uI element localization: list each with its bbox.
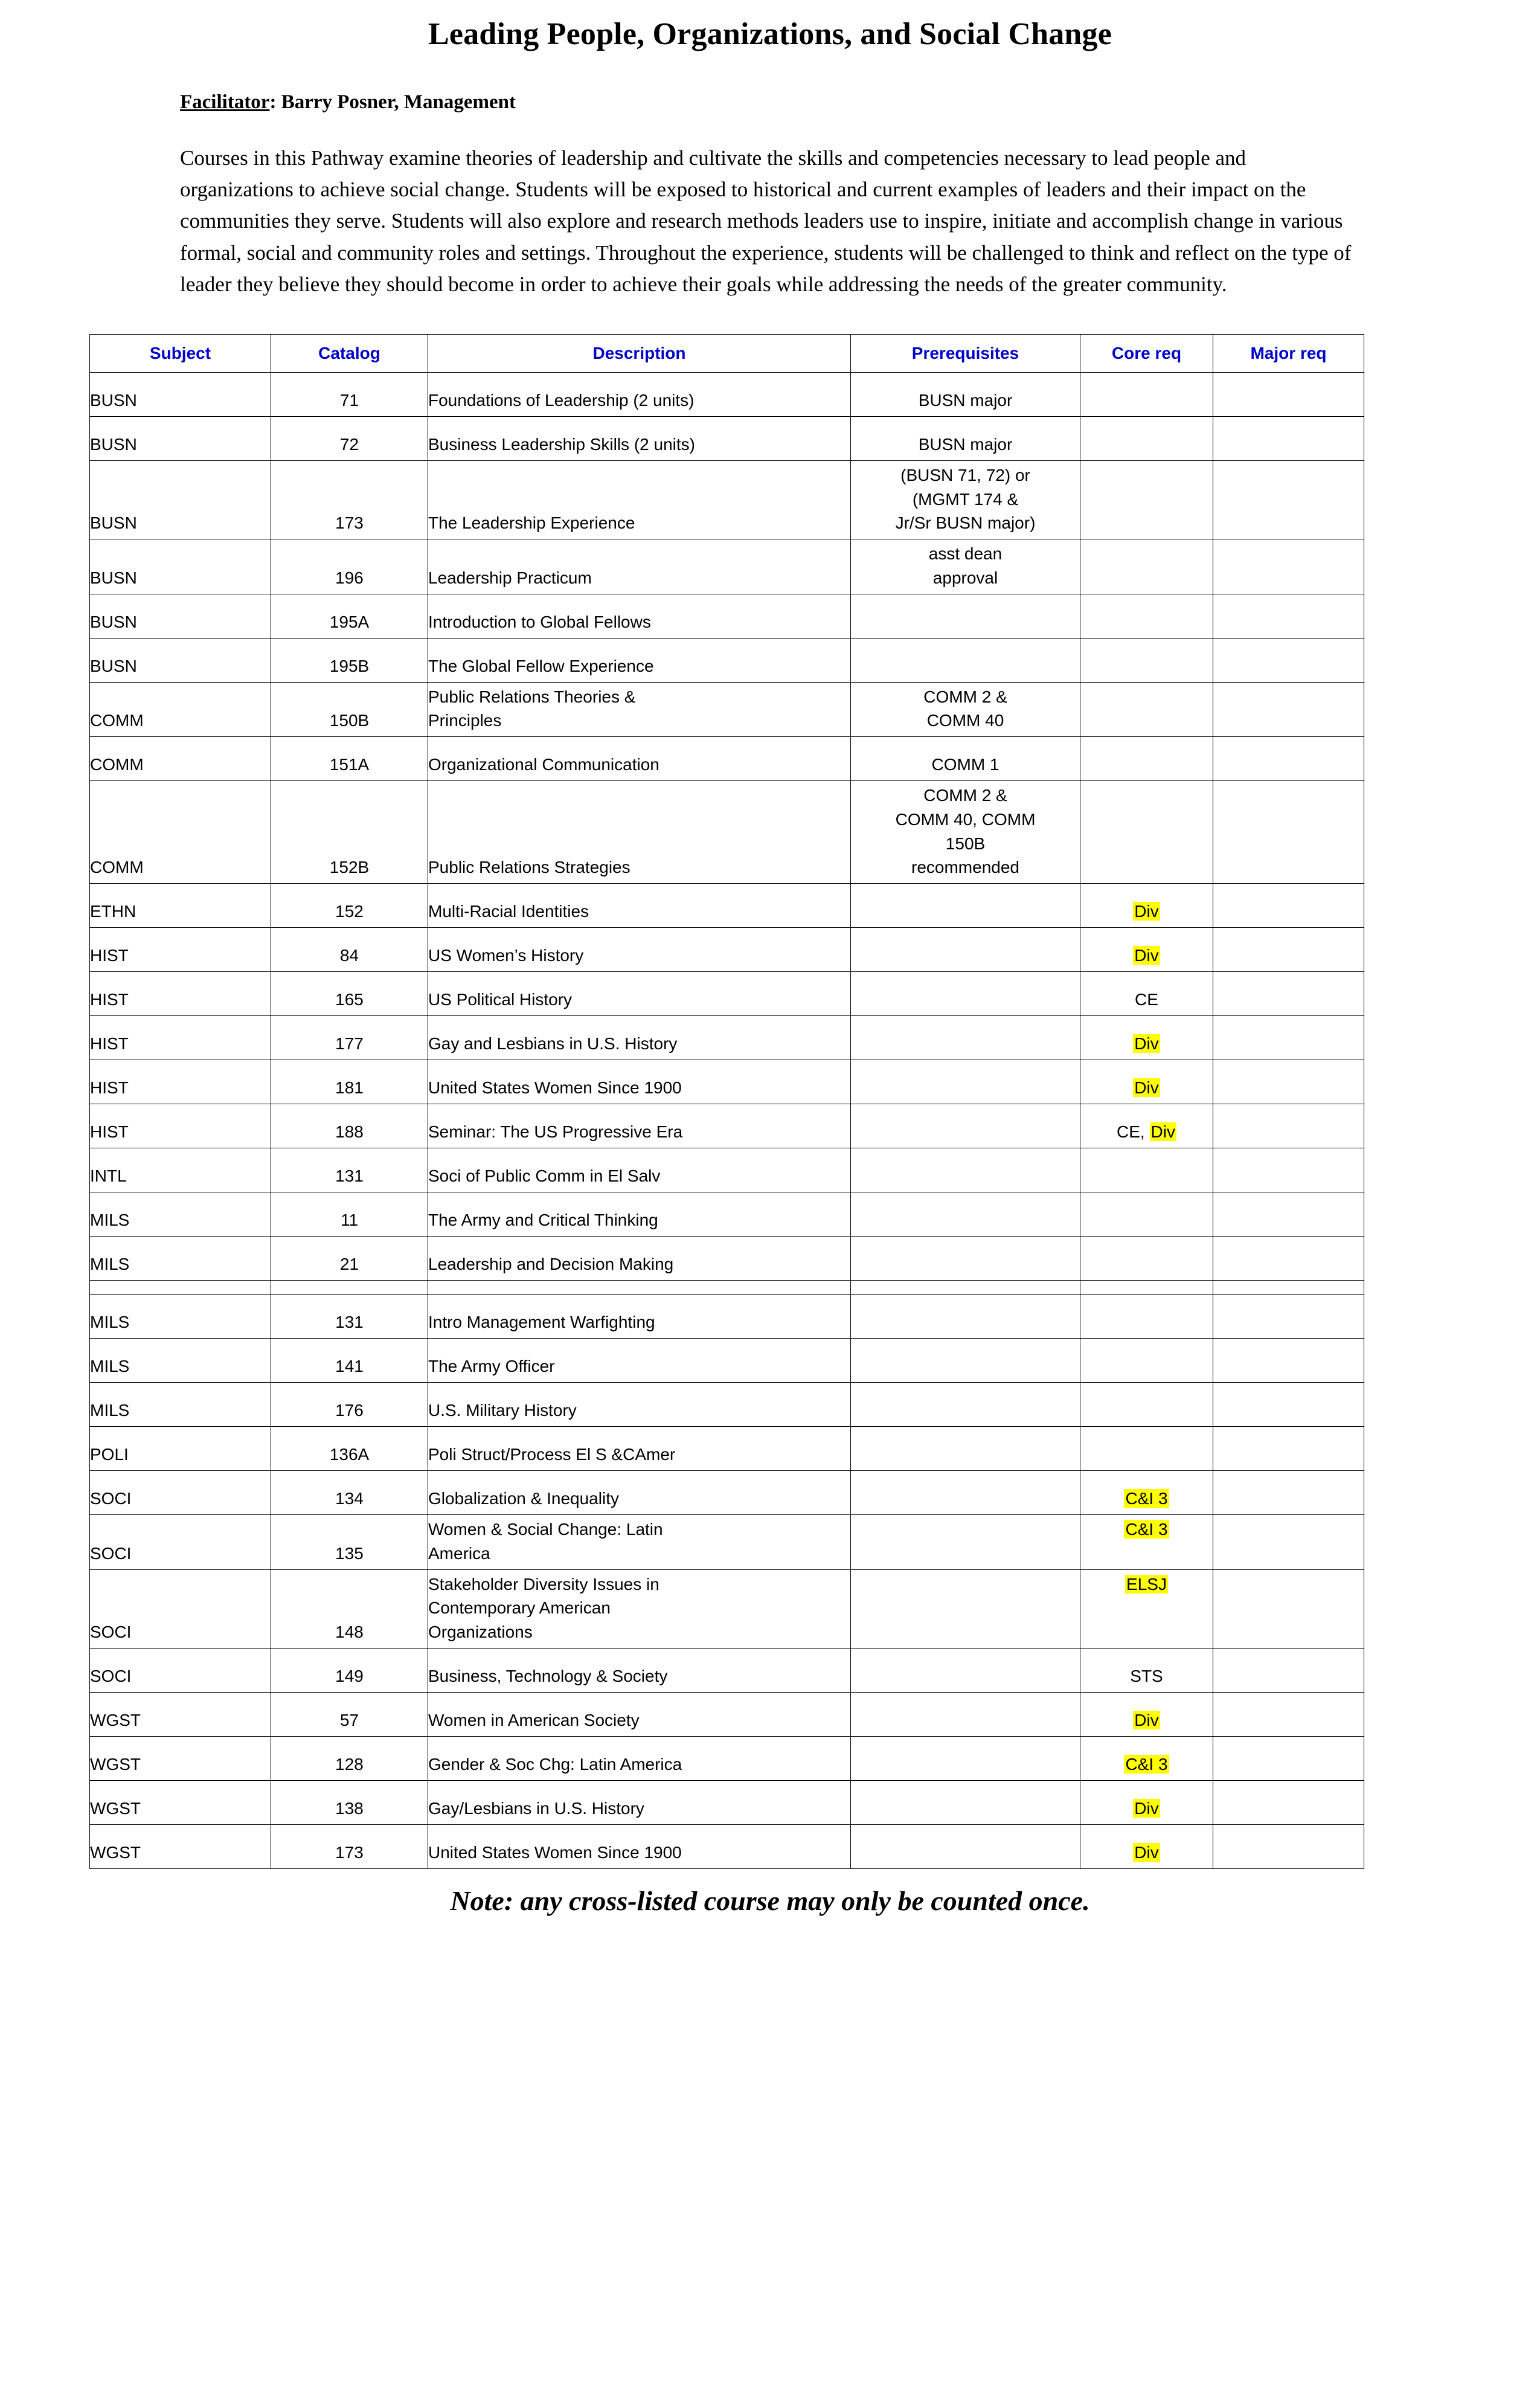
table-row [90,1471,1364,1515]
cell-subject: HIST [90,928,271,972]
cell-catalog: 165 [271,972,428,1016]
cell-prerequisites [851,884,1080,928]
cell-major-req [1213,638,1364,682]
cell-core-req [1080,1780,1213,1824]
cell-prerequisites [851,1515,1080,1570]
column-header-core-req: Core req [1080,334,1213,372]
table-row [90,737,1364,781]
core-req-highlight: Div [1134,902,1159,921]
cell-catalog: 148 [271,1569,428,1648]
cell-subject: COMM [90,737,271,781]
footnote: Note: any cross-listed course may only be counted once. [450,1885,1090,1916]
cell-catalog: 21 [271,1237,428,1281]
cell-subject: INTL [90,1148,271,1192]
cell-major-req [1213,972,1364,1016]
cell-subject: BUSN [90,638,271,682]
cell-core-req [1080,1060,1213,1104]
cell-major-req [1213,1780,1364,1824]
cell-major-req [1213,1148,1364,1192]
spacer-cell [271,1281,428,1295]
cell-core-req [1080,594,1213,638]
table-row [90,1104,1364,1148]
table-row [90,1515,1364,1570]
cell-catalog: 176 [271,1383,428,1427]
cell-core-req [1080,539,1213,594]
cell-core-req [1080,1339,1213,1383]
cell-subject: HIST [90,1104,271,1148]
cell-major-req [1213,1427,1364,1471]
cell-subject: WGST [90,1736,271,1780]
cell-major-req [1213,1192,1364,1237]
cell-core-req [1080,1824,1213,1868]
cell-description: Leadership and Decision Making [428,1237,851,1281]
cell-subject: MILS [90,1339,271,1383]
cell-core-req [1080,1237,1213,1281]
cell-major-req [1213,372,1364,416]
cell-catalog: 149 [271,1648,428,1692]
course-table [89,334,1364,1869]
cell-subject: MILS [90,1383,271,1427]
cell-core-req [1080,1736,1213,1780]
cell-catalog: 134 [271,1471,428,1515]
cell-catalog: 135 [271,1515,428,1570]
cell-core-req [1080,1427,1213,1471]
cell-subject: POLI [90,1427,271,1471]
cell-prerequisites [851,1016,1080,1060]
cell-core-req [1080,460,1213,539]
cell-description: Business Leadership Skills (2 units) [428,416,851,460]
cell-major-req [1213,1736,1364,1780]
cell-subject: BUSN [90,539,271,594]
cell-prerequisites: BUSN major [851,416,1080,460]
cell-major-req [1213,594,1364,638]
cell-catalog: 152B [271,781,428,884]
cell-major-req [1213,1383,1364,1427]
cell-catalog: 11 [271,1192,428,1237]
cell-prerequisites: (BUSN 71, 72) or (MGMT 174 & Jr/Sr BUSN major) [851,460,1080,539]
cell-major-req [1213,1060,1364,1104]
cell-description: Organizational Communication [428,737,851,781]
cell-prerequisites: BUSN major [851,372,1080,416]
cell-core-req [1080,781,1213,884]
cell-major-req [1213,1339,1364,1383]
cell-catalog: 195A [271,594,428,638]
cell-catalog: 151A [271,737,428,781]
cell-prerequisites [851,928,1080,972]
table-row [90,1692,1364,1736]
cell-subject: MILS [90,1237,271,1281]
cell-core-req [1080,416,1213,460]
cell-description: Stakeholder Diversity Issues in Contemporary American Organizations [428,1569,851,1648]
spacer-cell [851,1281,1080,1295]
cell-description: Leadership Practicum [428,539,851,594]
cell-subject: BUSN [90,460,271,539]
cell-subject: HIST [90,972,271,1016]
facilitator-label: Facilitator [180,91,270,114]
cell-description: The Army Officer [428,1339,851,1383]
table-row [90,1237,1364,1281]
cell-prerequisites [851,1427,1080,1471]
table-row [90,594,1364,638]
cell-prerequisites: COMM 1 [851,737,1080,781]
table-row [90,1648,1364,1692]
cell-major-req [1213,416,1364,460]
cell-description: Seminar: The US Progressive Era [428,1104,851,1148]
cell-subject: SOCI [90,1569,271,1648]
cell-description: Public Relations Strategies [428,781,851,884]
cell-subject: BUSN [90,372,271,416]
cell-major-req [1213,1237,1364,1281]
core-req-highlight: Div [1134,1843,1159,1862]
cell-prerequisites [851,1736,1080,1780]
table-row [90,928,1364,972]
spacer-cell [90,1281,271,1295]
cell-prerequisites [851,1648,1080,1692]
table-row [90,1427,1364,1471]
cell-major-req [1213,1471,1364,1515]
cell-description: Gender & Soc Chg: Latin America [428,1736,851,1780]
cell-description: U.S. Military History [428,1383,851,1427]
table-row [90,972,1364,1016]
cell-prerequisites: asst dean approval [851,539,1080,594]
cell-core-req: CE, Div [1080,1104,1213,1148]
cell-description: Multi-Racial Identities [428,884,851,928]
table-row [90,638,1364,682]
cell-core-req [1080,1515,1213,1570]
table-row [90,460,1364,539]
cell-prerequisites [851,1780,1080,1824]
cell-core-req [1080,1383,1213,1427]
cell-subject: HIST [90,1060,271,1104]
table-row [90,1569,1364,1648]
cell-catalog: 138 [271,1780,428,1824]
cell-prerequisites [851,1148,1080,1192]
cell-description: Public Relations Theories & Principles [428,682,851,737]
cell-core-req [1080,1192,1213,1237]
cell-description: Business, Technology & Society [428,1648,851,1692]
cell-subject: HIST [90,1016,271,1060]
cell-description: The Global Fellow Experience [428,638,851,682]
cell-prerequisites [851,1339,1080,1383]
cell-core-req [1080,1016,1213,1060]
table-row [90,682,1364,737]
cell-subject: WGST [90,1692,271,1736]
cell-description: United States Women Since 1900 [428,1824,851,1868]
table-row [90,781,1364,884]
cell-core-req [1080,372,1213,416]
cell-subject: BUSN [90,594,271,638]
page-title: Leading People, Organizations, and Social Change [428,17,1112,51]
table-row [90,1148,1364,1192]
core-req-highlight: ELSJ [1126,1574,1167,1594]
cell-major-req [1213,1295,1364,1339]
core-req-highlight: Div [1134,946,1159,965]
cell-description: Intro Management Warfighting [428,1295,851,1339]
cell-prerequisites [851,1237,1080,1281]
cell-catalog: 173 [271,1824,428,1868]
cell-prerequisites [851,1192,1080,1237]
core-req-highlight: Div [1134,1799,1159,1818]
cell-description: United States Women Since 1900 [428,1060,851,1104]
column-header-prerequisites: Prerequisites [851,334,1080,372]
cell-prerequisites [851,1692,1080,1736]
cell-catalog: 181 [271,1060,428,1104]
cell-core-req [1080,1692,1213,1736]
table-row-spacer [90,1281,1364,1295]
cell-catalog: 131 [271,1295,428,1339]
table-head [90,334,1364,372]
cell-major-req [1213,1569,1364,1648]
cell-prerequisites [851,1060,1080,1104]
cell-prerequisites [851,1295,1080,1339]
cell-description: US Political History [428,972,851,1016]
table-row [90,1383,1364,1427]
cell-subject: BUSN [90,416,271,460]
cell-description: Introduction to Global Fellows [428,594,851,638]
cell-subject: WGST [90,1780,271,1824]
facilitator-separator: : [269,91,281,114]
table-row [90,1339,1364,1383]
cell-description: Women & Social Change: Latin America [428,1515,851,1570]
facilitator-line [180,91,1540,114]
table-row [90,416,1364,460]
core-req-highlight: C&I 3 [1125,1520,1168,1539]
cell-major-req [1213,460,1364,539]
table-row [90,1060,1364,1104]
cell-core-req [1080,1569,1213,1648]
cell-prerequisites [851,1104,1080,1148]
core-req-highlight: C&I 3 [1125,1755,1168,1774]
cell-major-req [1213,1515,1364,1570]
cell-major-req [1213,1824,1364,1868]
table-row [90,1016,1364,1060]
table-row [90,1780,1364,1824]
column-header-catalog: Catalog [271,334,428,372]
core-req-highlight: Div [1150,1122,1175,1142]
table-row [90,1736,1364,1780]
document-page [0,17,1540,2403]
cell-major-req [1213,539,1364,594]
cell-prerequisites [851,1471,1080,1515]
cell-description: The Army and Critical Thinking [428,1192,851,1237]
cell-prerequisites: COMM 2 & COMM 40 [851,682,1080,737]
table-row [90,539,1364,594]
table-row [90,1192,1364,1237]
cell-subject: MILS [90,1192,271,1237]
cell-catalog: 57 [271,1692,428,1736]
cell-description: Soci of Public Comm in El Salv [428,1148,851,1192]
cell-catalog: 188 [271,1104,428,1148]
spacer-cell [428,1281,851,1295]
table-row [90,372,1364,416]
cell-subject: COMM [90,682,271,737]
cell-description: Globalization & Inequality [428,1471,851,1515]
cell-catalog: 72 [271,416,428,460]
column-header-subject: Subject [90,334,271,372]
cell-subject: WGST [90,1824,271,1868]
cell-catalog: 136A [271,1427,428,1471]
cell-prerequisites [851,1383,1080,1427]
cell-core-req [1080,682,1213,737]
cell-prerequisites: COMM 2 & COMM 40, COMM 150B recommended [851,781,1080,884]
table-header-row [90,334,1364,372]
cell-subject: ETHN [90,884,271,928]
cell-core-req [1080,884,1213,928]
cell-major-req [1213,1104,1364,1148]
cell-catalog: 173 [271,460,428,539]
cell-core-req [1080,1295,1213,1339]
cell-subject: MILS [90,1295,271,1339]
pathway-description: Courses in this Pathway examine theories of leadership and cultivate the skills and competencies necessary to lead people and organizations to achieve social change. Students will be exposed to historical and current examples of leaders and their impact on the communities they serve. Students will also explore and research methods leaders use to inspire, initiate and accomplish change in various formal, social and community roles and settings. Throughout the experience, students will be challenged to think and reflect on the type of leader they believe they should become in order to achieve their goals while addressing the needs of the greater community. [180,146,1352,296]
cell-catalog: 141 [271,1339,428,1383]
cell-catalog: 150B [271,682,428,737]
cell-core-req: CE [1080,972,1213,1016]
cell-catalog: 195B [271,638,428,682]
facilitator-value: Barry Posner, Management [281,91,516,114]
cell-major-req [1213,781,1364,884]
column-header-major-req: Major req [1213,334,1364,372]
cell-description: The Leadership Experience [428,460,851,539]
cell-core-req [1080,1471,1213,1515]
cell-catalog: 131 [271,1148,428,1192]
cell-core-req: STS [1080,1648,1213,1692]
cell-catalog: 152 [271,884,428,928]
cell-major-req [1213,884,1364,928]
cell-catalog: 71 [271,372,428,416]
cell-major-req [1213,682,1364,737]
cell-major-req [1213,1648,1364,1692]
table-row [90,1824,1364,1868]
cell-catalog: 177 [271,1016,428,1060]
cell-core-req [1080,638,1213,682]
cell-core-req [1080,1148,1213,1192]
cell-prerequisites [851,972,1080,1016]
table-row [90,884,1364,928]
core-req-highlight: Div [1134,1078,1159,1098]
cell-major-req [1213,737,1364,781]
cell-catalog: 84 [271,928,428,972]
cell-prerequisites [851,638,1080,682]
spacer-cell [1213,1281,1364,1295]
cell-description: Gay and Lesbians in U.S. History [428,1016,851,1060]
cell-description: Gay/Lesbians in U.S. History [428,1780,851,1824]
cell-description: Poli Struct/Process El S &CAmer [428,1427,851,1471]
column-header-description: Description [428,334,851,372]
table-body [90,372,1364,1868]
core-req-highlight: Div [1134,1711,1159,1730]
cell-catalog: 128 [271,1736,428,1780]
cell-description: Foundations of Leadership (2 units) [428,372,851,416]
cell-catalog: 196 [271,539,428,594]
cell-core-req [1080,737,1213,781]
cell-description: Women in American Society [428,1692,851,1736]
cell-core-req [1080,928,1213,972]
cell-major-req [1213,1692,1364,1736]
cell-subject: SOCI [90,1515,271,1570]
cell-prerequisites [851,1569,1080,1648]
spacer-cell [1080,1281,1213,1295]
core-req-highlight: Div [1134,1034,1159,1054]
cell-major-req [1213,928,1364,972]
cell-subject: COMM [90,781,271,884]
table-row [90,1295,1364,1339]
cell-prerequisites [851,594,1080,638]
cell-prerequisites [851,1824,1080,1868]
core-req-highlight: C&I 3 [1125,1489,1168,1508]
cell-subject: SOCI [90,1471,271,1515]
cell-description: US Women’s History [428,928,851,972]
cell-major-req [1213,1016,1364,1060]
cell-subject: SOCI [90,1648,271,1692]
